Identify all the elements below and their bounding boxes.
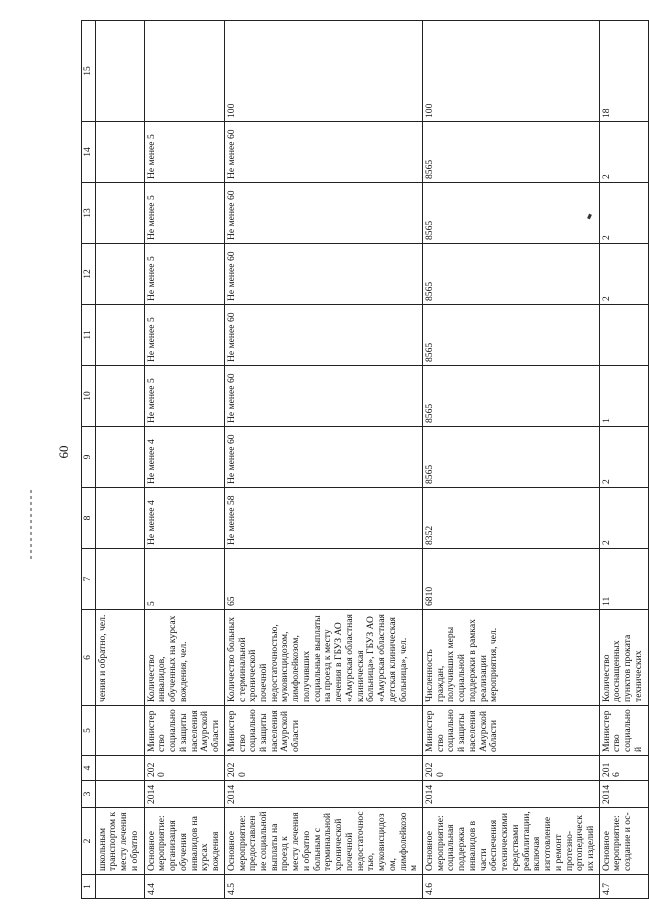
table-cell: 4.4 xyxy=(144,875,224,899)
header-cell: 2 xyxy=(82,808,96,875)
table-cell: 11 xyxy=(599,549,648,610)
table-cell xyxy=(95,781,144,808)
table-cell: 2 xyxy=(599,183,648,244)
table-cell: 4.5 xyxy=(224,875,422,899)
table-cell: 2 xyxy=(599,427,648,488)
table-cell: Не менее 4 xyxy=(144,488,224,549)
table-cell: Основное мероприятие: организация обучения инвалидов на курсах вождения xyxy=(144,808,224,875)
table-cell: 5 xyxy=(144,549,224,610)
header-cell: 11 xyxy=(82,305,96,366)
table-cell: 4.7 xyxy=(599,875,648,899)
table-cell: 8565 xyxy=(422,366,599,427)
table-cell xyxy=(95,875,144,899)
table-cell: 2020 xyxy=(422,756,599,781)
table-cell: 8565 xyxy=(422,183,599,244)
table-cell: 8352 xyxy=(422,488,599,549)
table-cell xyxy=(95,706,144,756)
table-cell xyxy=(95,122,144,183)
table-cell: Не менее 60 xyxy=(224,366,422,427)
table-cell: Численность граждан, получивших меры социальной поддержки в рамках реализации мероприятия, чел. xyxy=(422,610,599,706)
table-cell: 100 xyxy=(224,21,422,122)
table-cell: 6810 xyxy=(422,549,599,610)
header-cell: 5 xyxy=(82,706,96,756)
table-cell: Не менее 5 xyxy=(144,122,224,183)
page-number: 60 xyxy=(56,445,71,459)
table-cell: 18 xyxy=(599,21,648,122)
header-cell: 14 xyxy=(82,122,96,183)
table-cell: 2014 xyxy=(422,781,599,808)
table-cell: 8565 xyxy=(422,122,599,183)
header-cell: 7 xyxy=(82,549,96,610)
table-cell xyxy=(95,305,144,366)
table-cell: 1 xyxy=(599,366,648,427)
header-cell: 4 xyxy=(82,756,96,781)
header-cell: 6 xyxy=(82,610,96,706)
table-cell: школьным транспортом к месту лечения и обратно xyxy=(95,808,144,875)
table-cell xyxy=(95,366,144,427)
table-cell: 8565 xyxy=(422,427,599,488)
table-cell: 2020 xyxy=(224,756,422,781)
table-cell: Не менее 5 xyxy=(144,305,224,366)
header-cell: 15 xyxy=(82,21,96,122)
rotated-table-container xyxy=(81,21,644,899)
table-cell: Министерство социальной защиты населения Амурской области xyxy=(224,706,422,756)
table-cell xyxy=(95,244,144,305)
table-cell: 2014 xyxy=(144,781,224,808)
header-cell: 12 xyxy=(82,244,96,305)
table-cell: Основное мероприятие: создание и ос- xyxy=(599,808,648,875)
table-cell: чения и обратно, чел. xyxy=(95,610,144,706)
table-cell: Не менее 5 xyxy=(144,183,224,244)
table-cell: Не менее 60 xyxy=(224,122,422,183)
table-cell: Основное мероприятие: социальная поддержка инвалидов в части обеспечения техническими средствами реабилитации, включая изготовление и ремонт протезно-ортопедических изделий xyxy=(422,808,599,875)
table-cell xyxy=(599,305,648,366)
table-cell: 2020 xyxy=(144,756,224,781)
table-cell xyxy=(95,756,144,781)
table-cell: Не менее 5 xyxy=(144,366,224,427)
header-cell: 13 xyxy=(82,183,96,244)
table-cell xyxy=(95,21,144,122)
table-cell: Основное мероприятие: предоставление социальной выплаты на проезд к месту лечения и обратно больным с терминальной хронической почечной недостаточностью, муковисцидозом, лимфолейкозом xyxy=(224,808,422,875)
table-cell: Не менее 5 xyxy=(144,244,224,305)
table-row xyxy=(95,21,144,899)
table-cell: 2016 xyxy=(599,756,648,781)
table-cell: Не менее 60 xyxy=(224,244,422,305)
table-cell: Не менее 4 xyxy=(144,427,224,488)
table-cell: Не менее 58 xyxy=(224,488,422,549)
table-cell: Количество дооснащенных пунктов проката технических xyxy=(599,610,648,706)
scan-artifact xyxy=(30,490,32,562)
table-cell: 8565 xyxy=(422,305,599,366)
program-table xyxy=(81,20,649,899)
table-cell xyxy=(95,183,144,244)
table-cell: Министерство социальной защиты населения Амурской области xyxy=(144,706,224,756)
table-cell xyxy=(144,21,224,122)
table-cell: 2 xyxy=(599,244,648,305)
table-row xyxy=(422,21,599,899)
table-cell: Не менее 60 xyxy=(224,183,422,244)
header-cell: 8 xyxy=(82,488,96,549)
header-cell: 1 xyxy=(82,875,96,899)
table-cell: Количество больных с терминальной хронической почечной недостаточностью, муковисцидозом, лимфолейкозом, получивших социальные выплаты на проезд к месту лечения в ГБУЗ АО «Амурская областная клиническая больница», ГБУЗ АО «Амурская областная детская клиническая больница», чел. xyxy=(224,610,422,706)
table-cell: 8565 xyxy=(422,244,599,305)
table-cell xyxy=(95,488,144,549)
table-cell: 100 xyxy=(422,21,599,122)
header-cell: 3 xyxy=(82,781,96,808)
table-cell: 2 xyxy=(599,122,648,183)
table-cell: 4.6 xyxy=(422,875,599,899)
table-cell xyxy=(95,549,144,610)
table-cell: Министерство социальной xyxy=(599,706,648,756)
header-cell: 9 xyxy=(82,427,96,488)
table-cell: 65 xyxy=(224,549,422,610)
table-cell xyxy=(95,427,144,488)
table-cell: Не менее 60 xyxy=(224,427,422,488)
table-row xyxy=(144,21,224,899)
table-cell: Количество инвалидов, обученных на курсах вождения, чел. xyxy=(144,610,224,706)
table-cell: 2014 xyxy=(224,781,422,808)
table-row xyxy=(224,21,422,899)
table-cell: Министерство социальной защиты населения Амурской области xyxy=(422,706,599,756)
table-row xyxy=(599,21,648,899)
header-cell: 10 xyxy=(82,366,96,427)
table-cell: Не менее 60 xyxy=(224,305,422,366)
header-row xyxy=(82,21,96,899)
table-cell: 2 xyxy=(599,488,648,549)
table-cell: 2014 xyxy=(599,781,648,808)
